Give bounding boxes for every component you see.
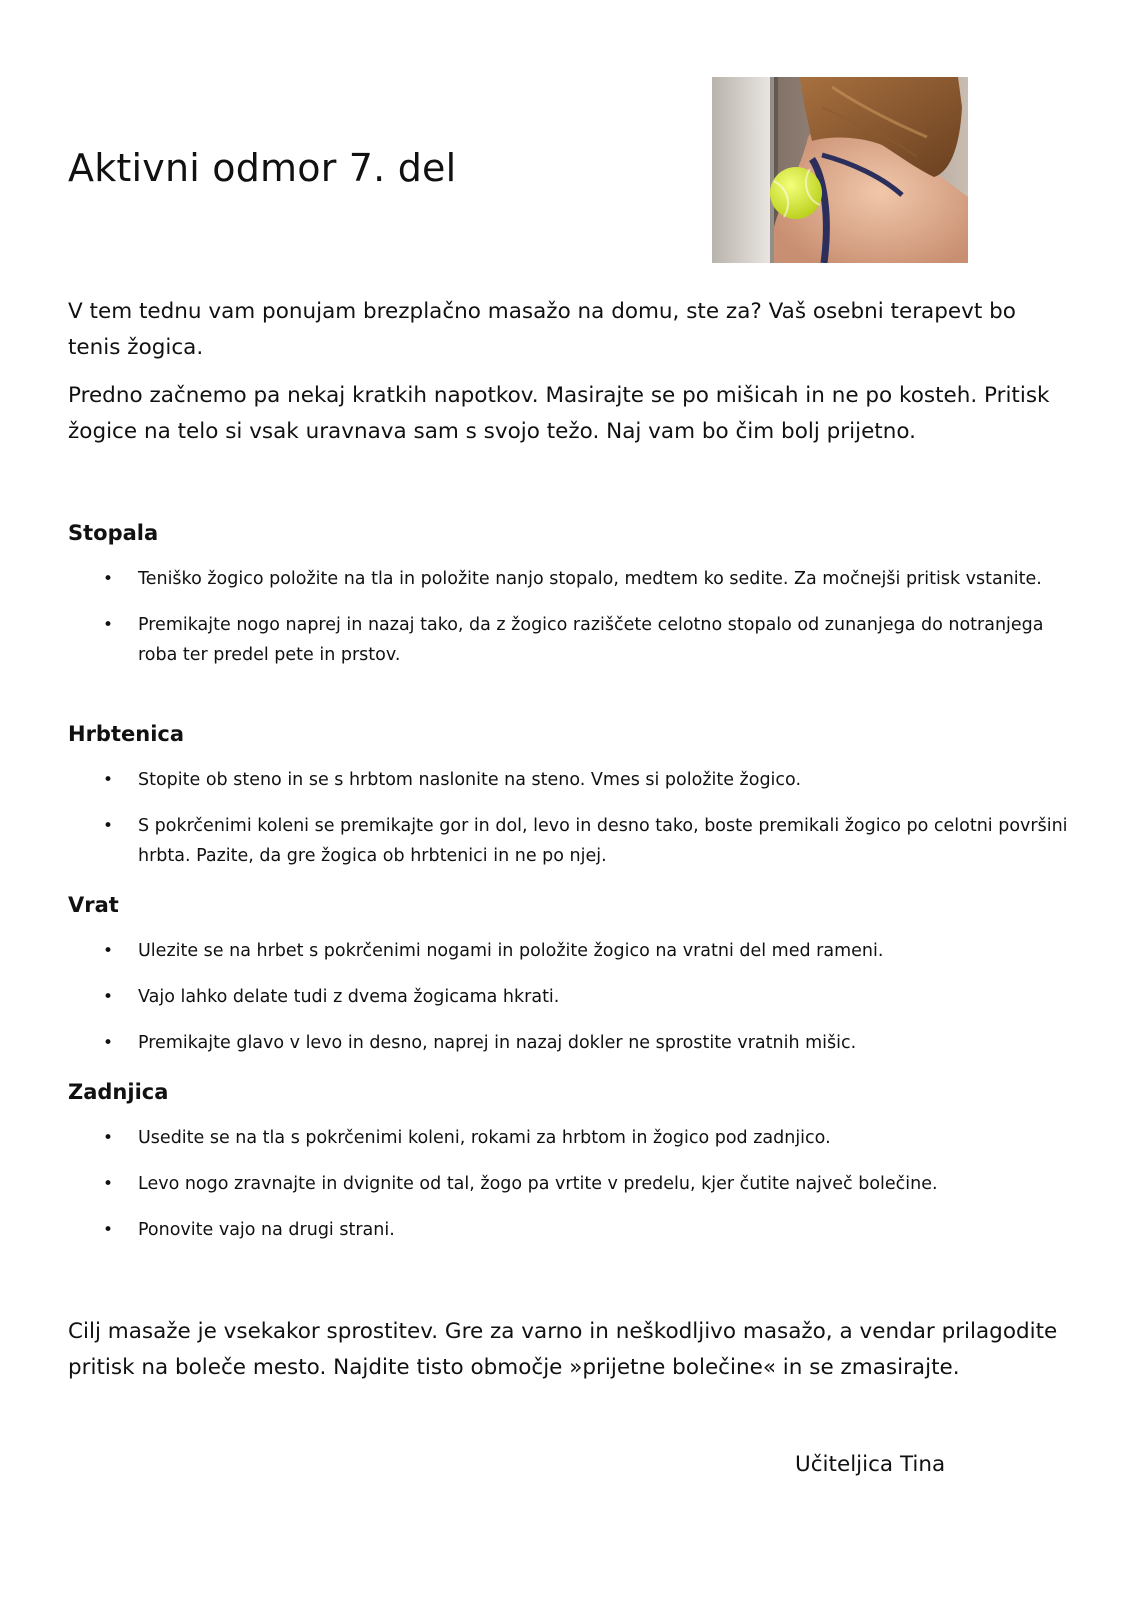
bullet-icon: • [103, 770, 114, 790]
instruction-list [68, 1123, 1068, 1245]
list-item-text: Premikajte glavo v levo in desno, naprej in nazaj dokler ne sprostite vratnih mišic. [138, 1033, 857, 1053]
instruction-list [68, 564, 1068, 670]
list-item-text: Ponovite vajo na drugi strani. [138, 1220, 395, 1240]
list-item-text: S pokrčenimi koleni se premikajte gor in dol, levo in desno tako, boste premikali žogico po celotni površini hrbta. Pazite, da gre žogica ob hrbtenici in ne po njej. [138, 816, 1068, 866]
list-item-text: Stopite ob steno in se s hrbtom naslonite na steno. Vmes si položite žogico. [138, 770, 802, 790]
page-title: Aktivni odmor 7. del [68, 146, 457, 190]
bullet-icon: • [103, 569, 114, 589]
list-item-text: Vajo lahko delate tudi z dvema žogicama hkrati. [138, 987, 560, 1007]
list-item-text: Teniško žogico položite na tla in položite nanjo stopalo, medtem ko sedite. Za močnejši pritisk vstanite. [138, 569, 1042, 589]
bullet-icon: • [103, 1220, 114, 1240]
list-item-text: Ulezite se na hrbet s pokrčenimi nogami in položite žogico na vratni del med rameni. [138, 941, 884, 961]
intro-paragraph: Predno začnemo pa nekaj kratkih napotkov. Masirajte se po mišicah in ne po kosteh. Pritisk žogice na telo si vsak uravnava sam s svojo težo. Naj vam bo čim bolj prijetno. [68, 383, 1050, 444]
intro-paragraph: V tem tednu vam ponujam brezplačno masažo na domu, ste za? Vaš osebni terapevt bo tenis žogica. [68, 299, 1016, 360]
intro-text [68, 294, 1068, 462]
list-item [68, 1123, 1068, 1153]
list-item [68, 610, 1068, 670]
list-item [68, 1169, 1068, 1199]
list-item [68, 765, 1068, 795]
list-item-text: Premikajte nogo naprej in nazaj tako, da z žogico raziščete celotno stopalo od zunanjega do notranjega roba ter predel pete in prstov. [138, 615, 1044, 665]
list-item [68, 936, 1068, 966]
bullet-icon: • [103, 941, 114, 961]
bullet-icon: • [103, 1033, 114, 1053]
closing-paragraph: Cilj masaže je vsekakor sprostitev. Gre za varno in neškodljivo masažo, a vendar prilagodite pritisk na boleče mesto. Najdite tisto območje »prijetne bolečine« in se zmasirajte. [68, 1319, 1058, 1380]
bullet-icon: • [103, 615, 114, 635]
list-item [68, 564, 1068, 594]
list-item [68, 811, 1068, 871]
list-item-text: Levo nogo zravnajte in dvignite od tal, žogo pa vrtite v predelu, kjer čutite največ bolečine. [138, 1174, 938, 1194]
section-heading: Vrat [68, 893, 119, 917]
section-hrbtenica [68, 719, 1068, 871]
section-stopala [68, 518, 1068, 670]
section-zadnjica [68, 1077, 1068, 1245]
bullet-icon: • [103, 1128, 114, 1148]
list-item [68, 982, 1068, 1012]
tennis-ball-neck-massage-photo [712, 77, 968, 263]
section-vrat [68, 890, 1068, 1058]
section-heading: Hrbtenica [68, 722, 185, 746]
section-heading: Stopala [68, 521, 159, 545]
instruction-list [68, 765, 1068, 871]
signature: Učiteljica Tina [795, 1452, 946, 1477]
list-item [68, 1215, 1068, 1245]
list-item-text: Usedite se na tla s pokrčenimi koleni, rokami za hrbtom in žogico pod zadnjico. [138, 1128, 831, 1148]
instruction-list [68, 936, 1068, 1058]
bullet-icon: • [103, 987, 114, 1007]
bullet-icon: • [103, 1174, 114, 1194]
bullet-icon: • [103, 816, 114, 836]
list-item [68, 1028, 1068, 1058]
section-heading: Zadnjica [68, 1080, 169, 1104]
